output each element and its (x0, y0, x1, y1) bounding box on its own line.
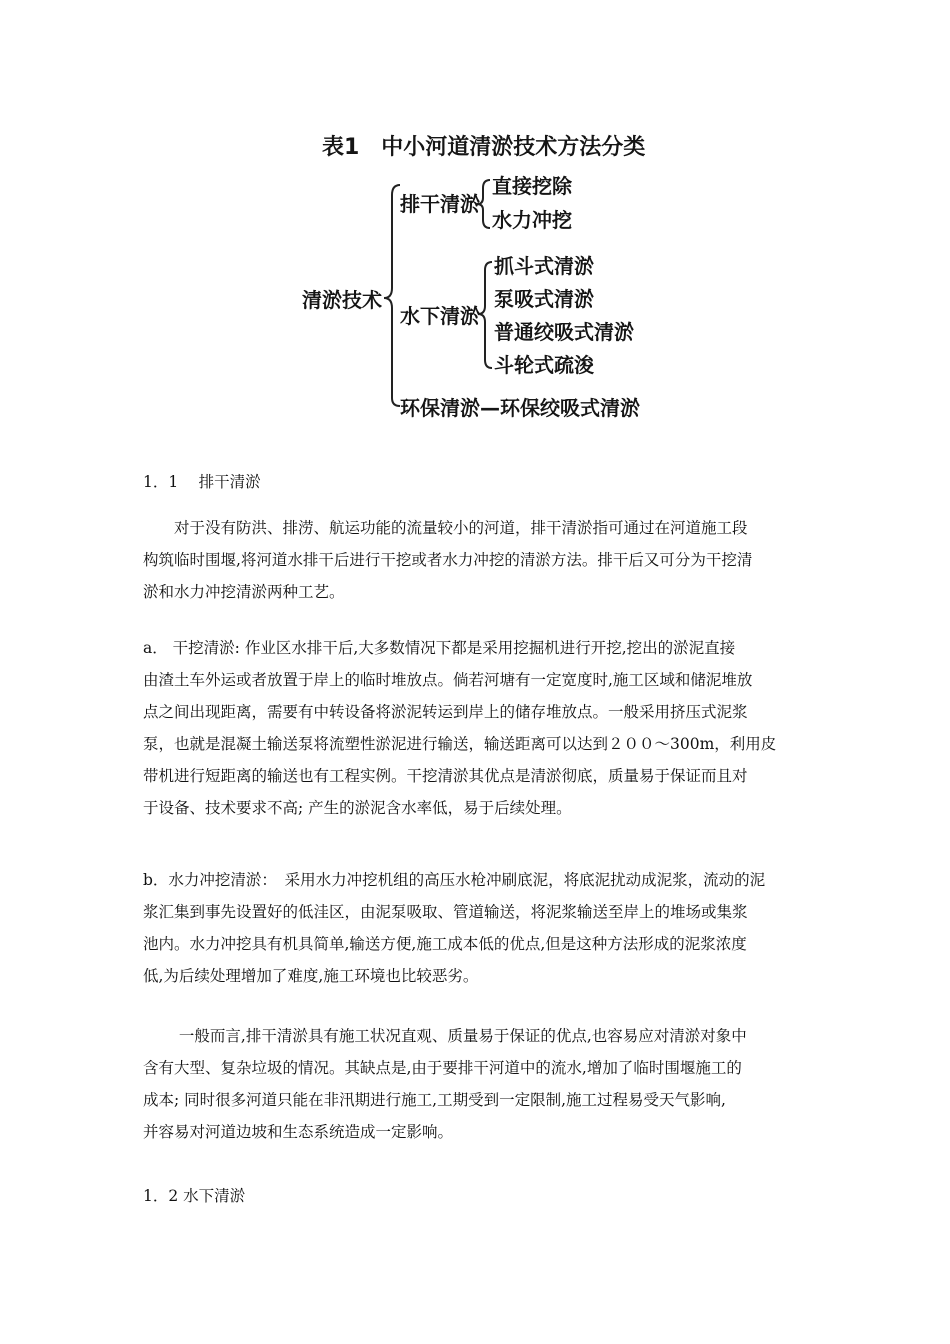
group-label-drain: 排干清淤 (400, 192, 480, 216)
p2-line-1: a． 干挖清淤: 作业区水排干后,大多数情况下都是采用挖掘机进行开挖,挖出的淤泥直接 (143, 639, 736, 657)
group-label-underwater: 水下清淤 (400, 304, 480, 328)
item-pump: 泵吸式清淤 (494, 287, 594, 311)
item-hydraulic: 水力冲挖 (492, 208, 572, 232)
p2-line-4: 泵，也就是混凝土输送泵将流塑性淤泥进行输送，输送距离可以达到２００～300m，利用皮 (143, 735, 777, 753)
paragraph-1 (143, 512, 813, 608)
section-heading-1-1: 1．1 排干清淤 (143, 473, 261, 491)
item-grab: 抓斗式清淤 (494, 254, 594, 278)
root-brace (384, 185, 400, 406)
paragraph-4 (143, 1020, 813, 1148)
p2-line-3: 点之间出现距离，需要有中转设备将淤泥转运到岸上的储存堆放点。一般采用挤压式泥浆 (143, 703, 748, 721)
item-cutter: 普通绞吸式清淤 (494, 320, 634, 344)
group2-brace (478, 262, 492, 368)
p1-line-2: 构筑临时围堰,将河道水排干后进行干挖或者水力冲挖的清淤方法。排干后又可分为干挖清 (143, 551, 753, 569)
p3-line-4: 低,为后续处理增加了难度,施工环境也比较恶劣。 (143, 967, 479, 985)
p2-line-5: 带机进行短距离的输送也有工程实例。干挖清淤其优点是清淤彻底，质量易于保证而且对 (143, 767, 748, 785)
p3-line-1: b．水力冲挖清淤： 采用水力冲挖机组的高压水枪冲刷底泥，将底泥扰动成泥浆，流动的泥 (143, 871, 766, 889)
p4-line-3: 成本; 同时很多河道只能在非汛期进行施工,工期受到一定限制,施工过程易受天气影响, (143, 1091, 726, 1109)
p4-line-2: 含有大型、复杂垃圾的情况。其缺点是,由于要排干河道中的流水,增加了临时围堰施工的 (143, 1059, 742, 1077)
p2-line-2: 由渣土车外运或者放置于岸上的临时堆放点。倘若河塘有一定宽度时,施工区域和储泥堆放 (143, 671, 753, 689)
p2-line-6: 于设备、技术要求不高; 产生的淤泥含水率低，易于后续处理。 (143, 799, 572, 817)
p1-line-3: 淤和水力冲挖清淤两种工艺。 (143, 583, 345, 601)
p1-line-1: 对于没有防洪、排涝、航运功能的流量较小的河道，排干清淤指可通过在河道施工段 (143, 519, 748, 537)
figure-table1 (0, 0, 950, 440)
p3-line-3: 池内。水力冲挖具有机具简单,输送方便,施工成本低的优点,但是这种方法形成的泥浆浓度 (143, 935, 747, 953)
paragraph-2 (143, 632, 813, 824)
figure-title: 表1 中小河道清淤技术方法分类 (322, 135, 646, 160)
item-bucket-wheel: 斗轮式疏浚 (494, 353, 594, 377)
p3-line-2: 浆汇集到事先设置好的低洼区，由泥泵吸取、管道输送，将泥浆输送至岸上的堆场或集浆 (143, 903, 748, 921)
group-label-eco: 环保清淤—环保绞吸式清淤 (400, 396, 640, 420)
section-heading-1-2: 1．2 水下清淤 (143, 1187, 246, 1205)
root-label: 清淤技术 (302, 288, 382, 312)
p4-line-1: 一般而言,排干清淤具有施工状况直观、质量易于保证的优点,也容易应对清淤对象中 (143, 1027, 747, 1045)
brace-lines (0, 0, 950, 440)
item-direct-dig: 直接挖除 (492, 174, 572, 198)
paragraph-3 (143, 864, 813, 992)
p4-line-4: 并容易对河道边坡和生态系统造成一定影响。 (143, 1123, 454, 1141)
